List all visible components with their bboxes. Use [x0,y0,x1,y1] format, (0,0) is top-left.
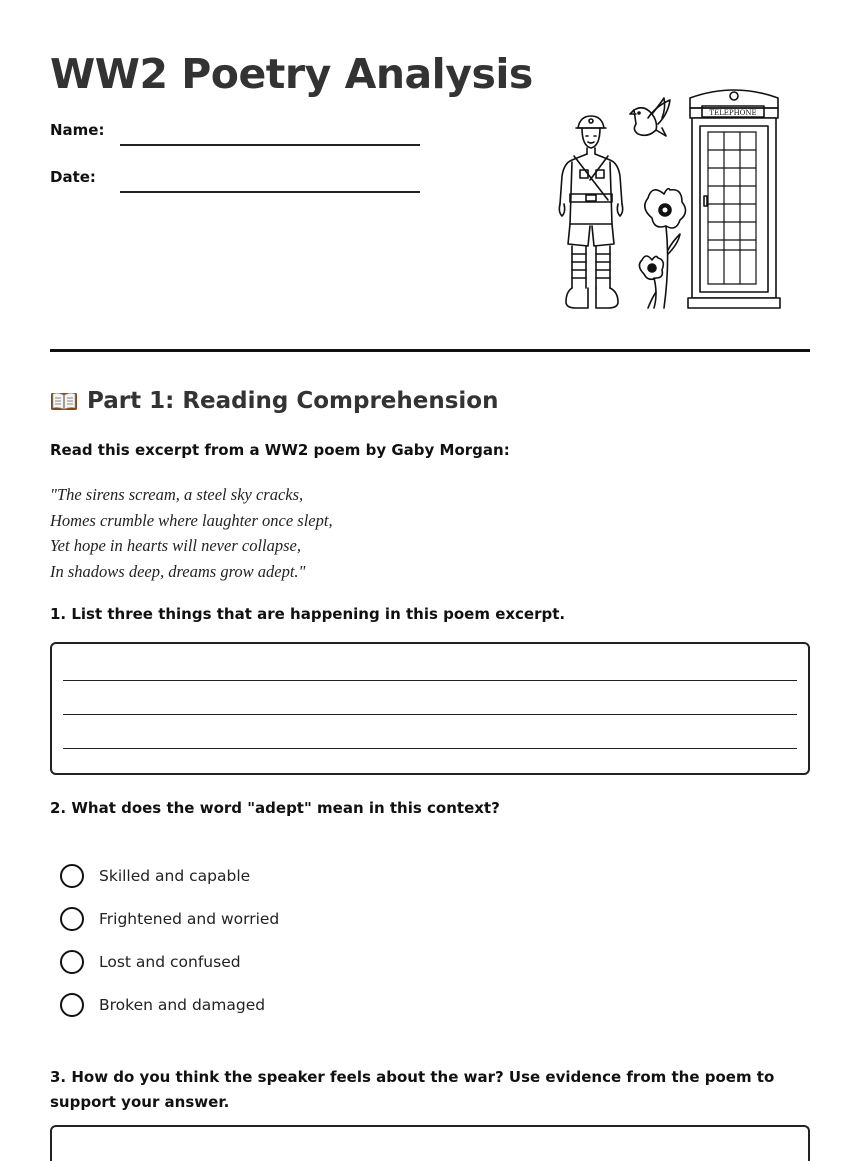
option-frightened[interactable] [60,907,279,931]
radio-button[interactable] [60,864,84,888]
poem-line: In shadows deep, dreams grow adept." [50,561,306,581]
answer-box-question-3[interactable] [50,1125,810,1161]
answer-line [63,714,797,715]
option-lost[interactable] [60,950,241,974]
poppy-icon [639,189,685,308]
option-broken[interactable] [60,993,265,1017]
radio-button[interactable] [60,907,84,931]
option-label: Broken and damaged [99,996,266,1014]
poem-line: "The sirens scream, a steel sky cracks, [50,485,304,504]
section-heading-part-1 [50,388,498,414]
header-divider [50,349,810,352]
header-illustration [552,84,784,316]
telephone-box-icon [688,90,780,308]
svg-text:TELEPHONE: TELEPHONE [709,109,757,117]
open-book-icon [50,390,78,412]
option-label: Frightened and worried [99,910,280,928]
answer-line [63,748,797,749]
date-field[interactable] [120,191,420,193]
section-heading-text: Part 1: Reading Comprehension [87,388,499,414]
dove-icon [630,98,670,136]
answer-box-question-1[interactable] [50,642,810,775]
option-label: Lost and confused [99,953,241,971]
poem-line: Yet hope in hearts will never collapse, [50,536,301,556]
option-skilled[interactable] [60,864,250,888]
radio-button[interactable] [60,993,84,1017]
poem-line: Homes crumble where laughter once slept, [50,510,333,530]
question-2: 2. What does the word "adept" mean in this context? [50,799,500,817]
option-label: Skilled and capable [99,867,251,885]
question-1: 1. List three things that are happening in this poem excerpt. [50,605,566,623]
date-label: Date: [50,168,96,186]
radio-button[interactable] [60,950,84,974]
page-title: WW2 Poetry Analysis [50,50,533,98]
question-3: 3. How do you think the speaker feels about the war? Use evidence from the poem to support your answer. [50,1068,775,1111]
name-label: Name: [50,121,105,139]
answer-line [63,680,797,681]
poem-intro: Read this excerpt from a WW2 poem by Gaby Morgan: [50,441,510,459]
poem-excerpt [50,482,333,584]
name-field[interactable] [120,144,420,146]
soldier-icon [559,116,622,308]
